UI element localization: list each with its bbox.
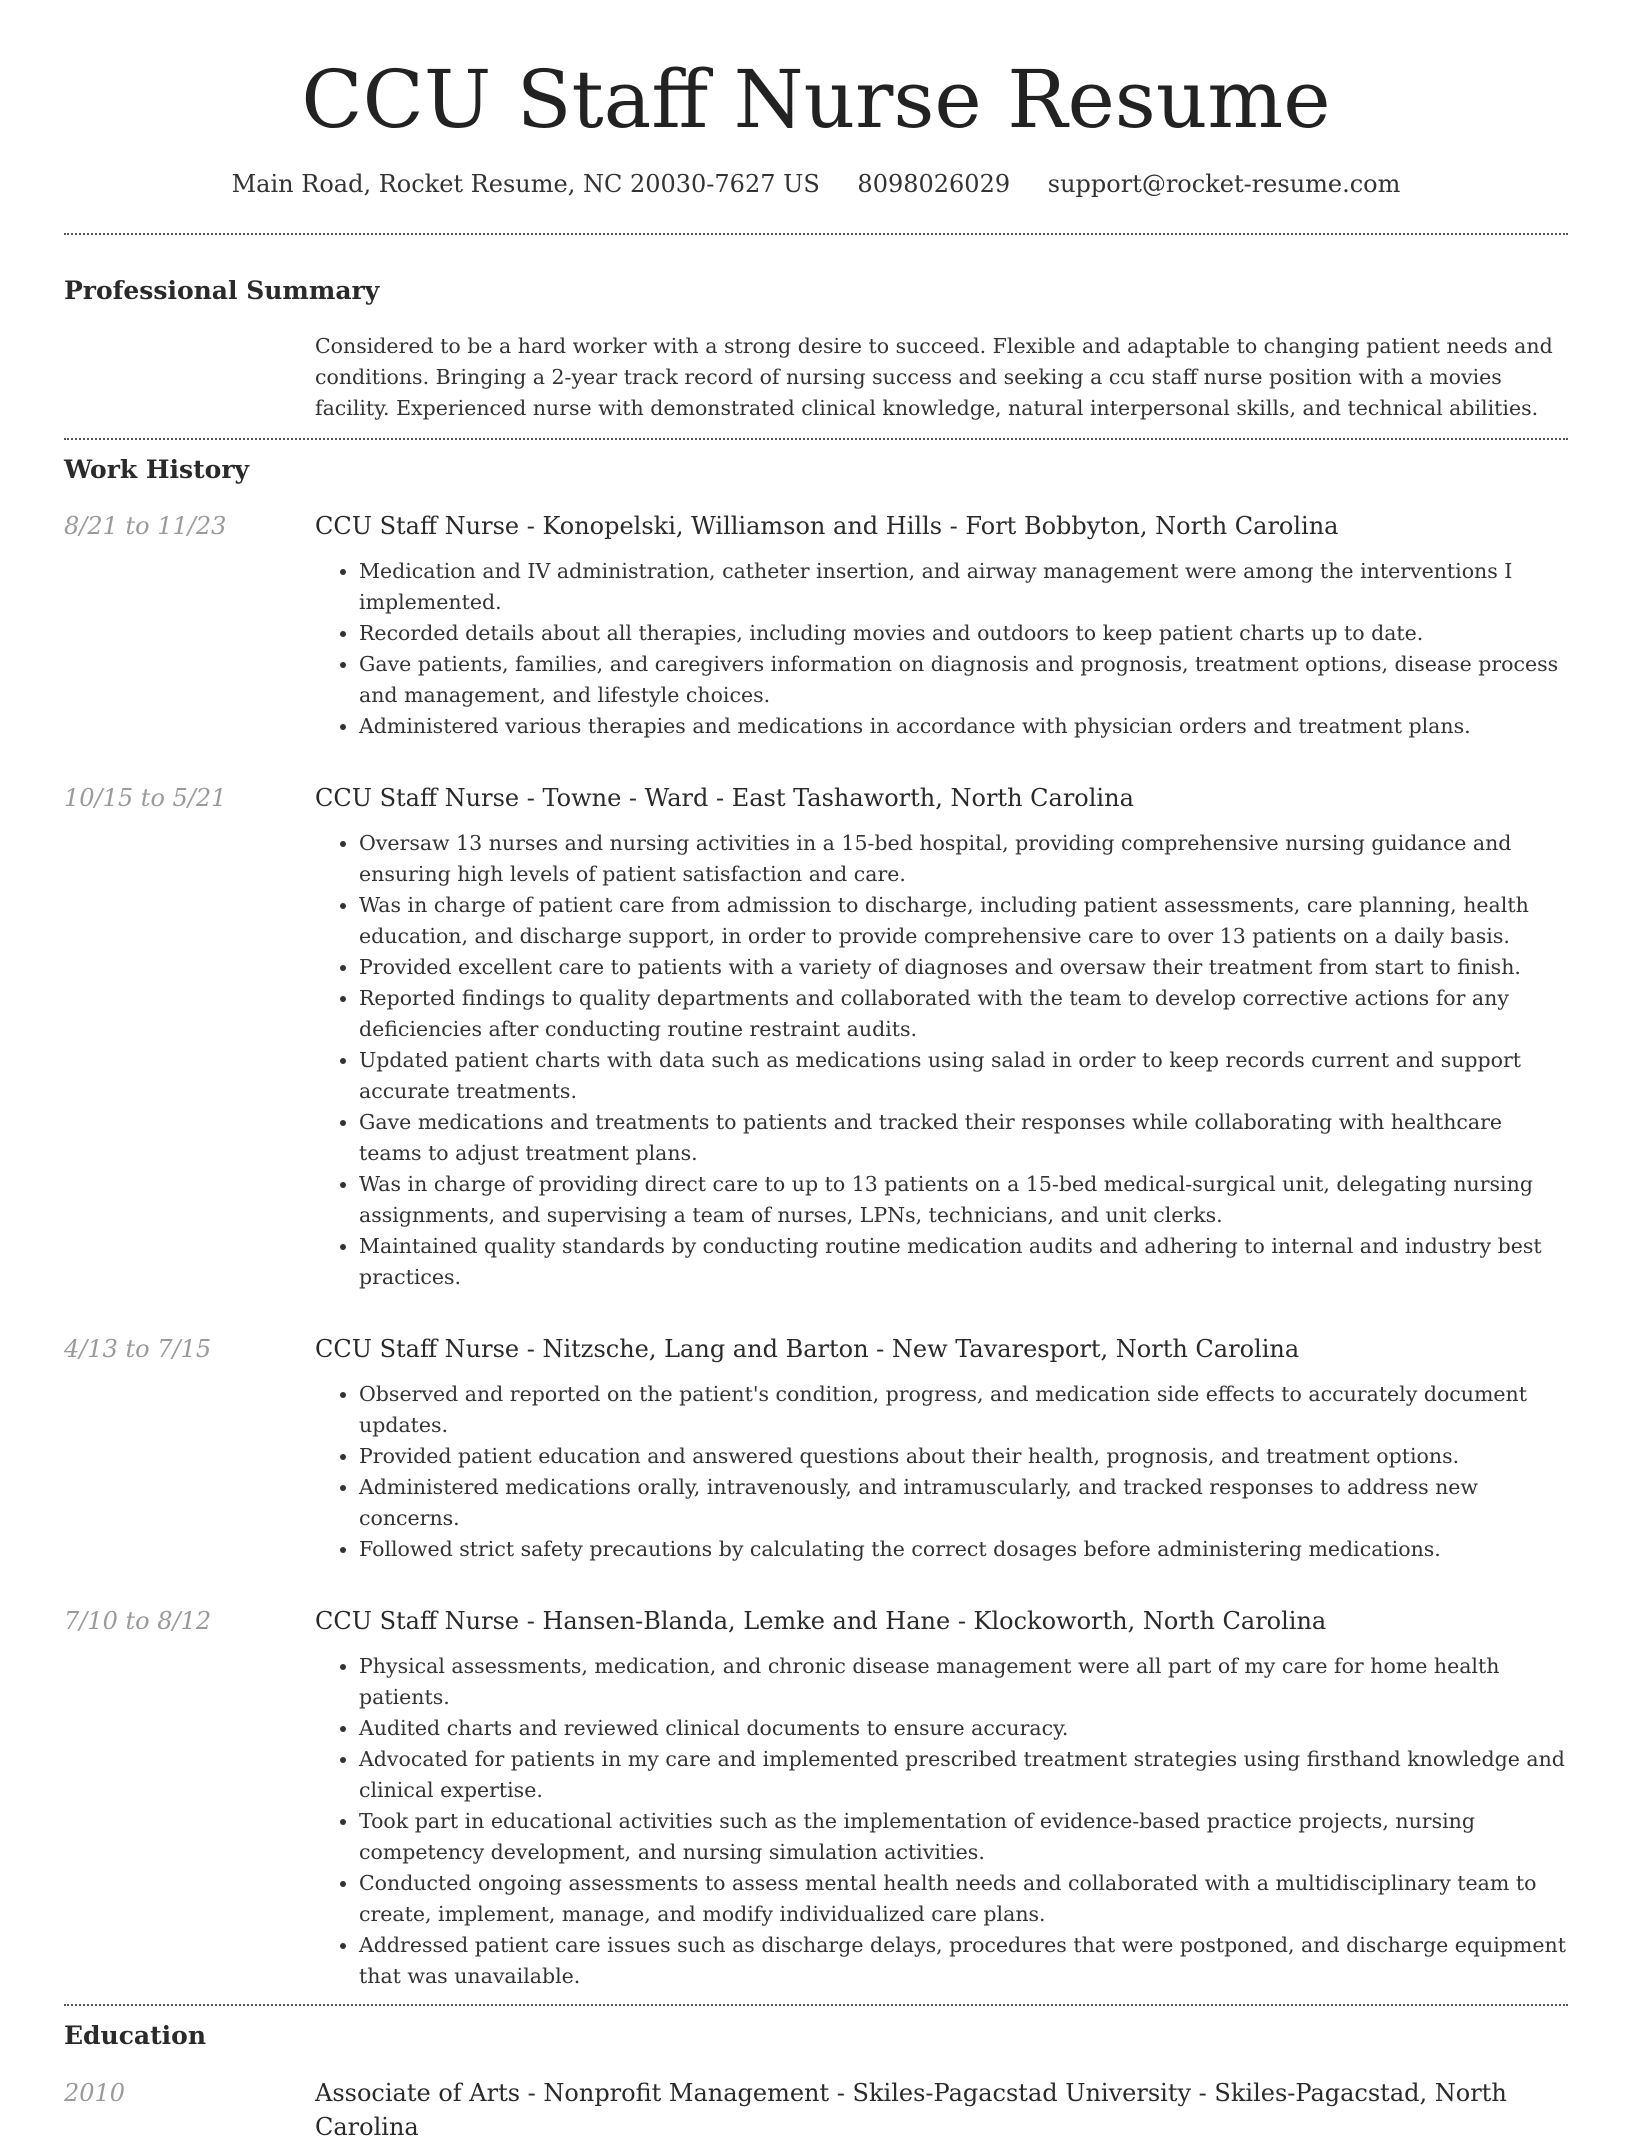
job-title: CCU Staff Nurse - Nitzsche, Lang and Barton - New Tavaresport, North Carolina	[315, 1335, 1300, 1363]
job-entry	[64, 782, 1568, 1293]
job-bullet: • Observed and reported on the patient's condition, progress, and medication side effects to accurately document updates.	[359, 1379, 1568, 1441]
section-title-education: Education	[64, 2021, 207, 2050]
job-bullet: • Administered medications orally, intravenously, and intramuscularly, and tracked responses to address new concerns.	[359, 1472, 1568, 1534]
job-bullets	[64, 1651, 1568, 1992]
job-bullet: • Maintained quality standards by conducting routine medication audits and adhering to internal and industry best practices.	[359, 1231, 1568, 1293]
job-bullet: • Gave patients, families, and caregivers information on diagnosis and prognosis, treatment options, disease process and management, and lifestyle choices.	[359, 649, 1568, 711]
professional-summary-section	[64, 275, 1568, 424]
education-entry	[64, 2076, 1568, 2144]
job-bullet: • Physical assessments, medication, and chronic disease management were all part of my care for home health patients.	[359, 1651, 1568, 1713]
job-title: CCU Staff Nurse - Hansen-Blanda, Lemke and Hane - Klockoworth, North Carolina	[315, 1607, 1327, 1635]
job-title: CCU Staff Nurse - Konopelski, Williamson and Hills - Fort Bobbyton, North Carolina	[315, 512, 1339, 540]
job-bullet: • Audited charts and reviewed clinical documents to ensure accuracy.	[359, 1713, 1568, 1744]
job-entry	[64, 510, 1568, 742]
contact-email: support@rocket-resume.com	[1047, 170, 1401, 198]
job-bullets	[64, 828, 1568, 1293]
job-bullet: • Provided excellent care to patients with a variety of diagnoses and oversaw their treatment from start to finish.	[359, 952, 1568, 983]
job-bullet: • Gave medications and treatments to patients and tracked their responses while collaborating with healthcare teams to adjust treatment plans.	[359, 1107, 1568, 1169]
job-date: 10/15 to 5/21	[64, 784, 227, 812]
job-bullet: • Followed strict safety precautions by calculating the correct dosages before administering medications.	[359, 1534, 1568, 1565]
job-bullets	[64, 556, 1568, 742]
job-bullet: • Recorded details about all therapies, including movies and outdoors to keep patient charts up to date.	[359, 618, 1568, 649]
job-bullet: • Updated patient charts with data such as medications using salad in order to keep records current and support accurate treatments.	[359, 1045, 1568, 1107]
job-bullet: • Addressed patient care issues such as discharge delays, procedures that were postponed, and discharge equipment that was unavailable.	[359, 1930, 1568, 1992]
education-section	[64, 2020, 1568, 2144]
job-date: 7/10 to 8/12	[64, 1607, 212, 1635]
job-entry	[64, 1605, 1568, 1992]
resume-title: CCU Staff Nurse Resume	[301, 53, 1331, 146]
work-history-section	[64, 454, 1568, 1992]
job-bullet: • Oversaw 13 nurses and nursing activities in a 15-bed hospital, providing comprehensive nursing guidance and ensuring high levels of patient satisfaction and care.	[359, 828, 1568, 890]
job-bullet: • Administered various therapies and medications in accordance with physician orders and treatment plans.	[359, 711, 1568, 742]
job-bullet: • Was in charge of patient care from admission to discharge, including patient assessments, care planning, health education, and discharge support, in order to provide comprehensive care to over 13 patients on a daily basis.	[359, 890, 1568, 952]
section-title-work: Work History	[64, 455, 250, 484]
job-bullet: • Provided patient education and answered questions about their health, prognosis, and treatment options.	[359, 1441, 1568, 1472]
contact-phone: 8098026029	[857, 170, 1011, 198]
contact-address: Main Road, Rocket Resume, NC 20030-7627 US	[231, 170, 820, 198]
contact-line	[64, 168, 1568, 200]
job-bullet: • Reported findings to quality departments and collaborated with the team to develop corrective actions for any deficiencies after conducting routine restraint audits.	[359, 983, 1568, 1045]
job-entry	[64, 1333, 1568, 1565]
job-bullet: • Took part in educational activities such as the implementation of evidence-based practice projects, nursing competency development, and nursing simulation activities.	[359, 1806, 1568, 1868]
education-degree: Associate of Arts - Nonprofit Management - Skiles-Pagacstad University - Skiles-Pagacstad, North Carolina	[315, 2079, 1507, 2141]
resume-page	[64, 0, 1568, 2144]
job-date: 4/13 to 7/15	[64, 1335, 212, 1363]
education-date: 2010	[64, 2079, 126, 2107]
job-date: 8/21 to 11/23	[64, 512, 227, 540]
job-bullet: • Conducted ongoing assessments to assess mental health needs and collaborated with a multidisciplinary team to create, implement, manage, and modify individualized care plans.	[359, 1868, 1568, 1930]
section-divider	[64, 2004, 1568, 2006]
job-title: CCU Staff Nurse - Towne - Ward - East Tashaworth, North Carolina	[315, 784, 1134, 812]
section-title-summary: Professional Summary	[64, 276, 380, 305]
job-bullet: • Advocated for patients in my care and implemented prescribed treatment strategies using firsthand knowledge and clinical expertise.	[359, 1744, 1568, 1806]
job-bullet: • Was in charge of providing direct care to up to 13 patients on a 15-bed medical-surgical unit, delegating nursing assignments, and supervising a team of nurses, LPNs, technicians, and unit clerks.	[359, 1169, 1568, 1231]
summary-text: Considered to be a hard worker with a strong desire to succeed. Flexible and adaptable to changing patient needs and conditions. Bringing a 2-year track record of nursing success and seeking a ccu staff nurse position with a movies facility. Experienced nurse with demonstrated clinical knowledge, natural interpersonal skills, and technical abilities.	[315, 334, 1553, 420]
section-divider	[64, 438, 1568, 440]
job-bullet: • Medication and IV administration, catheter insertion, and airway management were among the interventions I implemented.	[359, 556, 1568, 618]
job-bullets	[64, 1379, 1568, 1565]
section-divider	[64, 233, 1568, 235]
